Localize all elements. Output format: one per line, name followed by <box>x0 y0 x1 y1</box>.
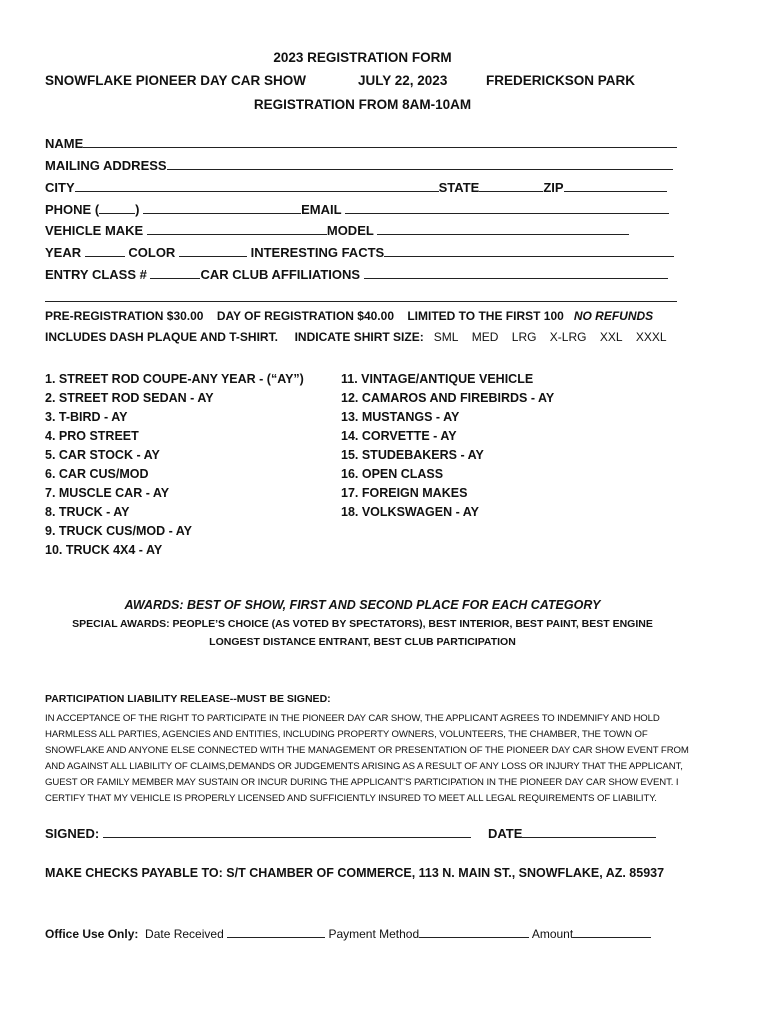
class-item: 5. CAR STOCK - AY <box>45 448 160 462</box>
city-state-zip-row <box>45 180 667 195</box>
signature-date-field[interactable] <box>522 826 656 838</box>
awards-special: SPECIAL AWARDS: PEOPLE’S CHOICE (AS VOTED BY SPECTATORS), BEST INTERIOR, BEST PAINT, BEST ENGINE <box>72 618 653 630</box>
signed-label: SIGNED: <box>45 826 100 841</box>
car-club-continuation-line[interactable] <box>45 301 677 302</box>
mailing-address-label: MAILING ADDRESS <box>45 158 167 173</box>
name-label: NAME <box>45 136 84 151</box>
class-item: 2. STREET ROD SEDAN - AY <box>45 391 214 405</box>
class-item: 11. VINTAGE/ANTIQUE VEHICLE <box>341 372 534 386</box>
shirt-size-label: INDICATE SHIRT SIZE: <box>294 330 424 344</box>
date-received-label: Date Received <box>145 927 224 941</box>
payment-method-label: Payment Method <box>328 927 420 941</box>
class-item: 12. CAMAROS AND FIREBIRDS - AY <box>341 391 555 405</box>
pricing-row <box>45 309 653 323</box>
class-item: 15. STUDEBAKERS - AY <box>341 448 484 462</box>
liability-line: IN ACCEPTANCE OF THE RIGHT TO PARTICIPATE IN THE PIONEER DAY CAR SHOW, THE APPLICANT AGREES TO INDEMNIFY AND HOLD <box>45 713 660 724</box>
car-club-field[interactable] <box>364 267 668 279</box>
color-field[interactable] <box>179 245 247 257</box>
city-label: CITY <box>45 180 75 195</box>
no-refunds: NO REFUNDS <box>573 309 654 323</box>
office-use-row <box>45 926 651 941</box>
pre-registration-price: PRE-REGISTRATION $30.00 <box>45 309 204 323</box>
liability-line: HARMLESS ALL PARTIES, AGENCIES AND ENTITIES, INCLUDING PROPERTY OWNERS, VOLUNTEERS, THE CHAMBER, THE TOWN OF <box>45 729 648 740</box>
office-use-label: Office Use Only: <box>45 927 139 941</box>
vehicle-make-label: VEHICLE MAKE <box>45 223 144 238</box>
liability-line: CERTIFY THAT MY VEHICLE IS PROPERLY LICENSED AND SUFFICIENTLY INSURED TO MEET ALL LEGAL REQUIREMENTS OF LIABILITY. <box>45 793 657 804</box>
liability-heading: PARTICIPATION LIABILITY RELEASE--MUST BE SIGNED: <box>45 693 331 705</box>
zip-field[interactable] <box>564 180 667 192</box>
amount-label: Amount <box>531 927 574 941</box>
make-model-row <box>45 223 629 238</box>
phone-close: ) <box>135 202 140 217</box>
interesting-facts-label: INTERESTING FACTS <box>250 245 385 260</box>
class-item: 10. TRUCK 4X4 - AY <box>45 543 163 557</box>
class-item: 4. PRO STREET <box>45 429 139 443</box>
classes-left-list <box>45 370 304 560</box>
liability-line: SNOWFLAKE AND ANYONE ELSE CONNECTED WITH THE MANAGEMENT OR PRESENTATION OF THE PIONEER DAY CAR SHOW EVENT FROM <box>45 745 689 756</box>
class-item: 7. MUSCLE CAR - AY <box>45 486 170 500</box>
includes-text: INCLUDES DASH PLAQUE AND T-SHIRT. <box>45 330 278 344</box>
liability-line: AND AGAINST ALL LIABILITY OF CLAIMS,DEMANDS OR JUDGEMENTS ARISING AS A RESULT OF ANY LOSS OR INJURY THAT THE APPLICANT, <box>45 761 683 772</box>
liability-text <box>45 711 689 807</box>
entry-class-label: ENTRY CLASS # <box>45 267 147 282</box>
class-item: 13. MUSTANGS - AY <box>341 410 460 424</box>
year-color-facts-row <box>45 245 674 260</box>
year-label: YEAR <box>45 245 82 260</box>
mailing-address-row <box>45 158 673 173</box>
event-venue: FREDERICKSON PARK <box>486 73 636 88</box>
class-item: 14. CORVETTE - AY <box>341 429 457 443</box>
shirt-size-sml[interactable]: SML <box>433 330 459 344</box>
entry-limit: LIMITED TO THE FIRST 100 <box>407 309 564 323</box>
model-field[interactable] <box>377 223 629 235</box>
registration-hours: REGISTRATION FROM 8AM-10AM <box>253 97 472 112</box>
email-label: EMAIL <box>301 202 342 217</box>
date-received-field[interactable] <box>227 926 325 938</box>
payment-method-field[interactable] <box>419 926 529 938</box>
class-club-row <box>45 267 668 282</box>
email-field[interactable] <box>345 202 669 214</box>
entry-class-field[interactable] <box>150 267 200 279</box>
shirt-size-xxl[interactable]: XXL <box>599 330 623 344</box>
class-item: 9. TRUCK CUS/MOD - AY <box>45 524 193 538</box>
name-field[interactable] <box>83 136 677 148</box>
state-label: STATE <box>438 180 480 195</box>
name-row <box>45 136 677 151</box>
liability-line: GUEST OR FAMILY MEMBER MAY SUSTAIN OR INCUR DURING THE APPLICANT’S PARTICIPATION IN THE PIONEER DAY CAR SHOW EVENT. I <box>45 777 679 788</box>
shirt-size-lrg[interactable]: LRG <box>511 330 537 344</box>
shirt-size-med[interactable]: MED <box>471 330 499 344</box>
signature-date-label: DATE <box>488 826 523 841</box>
classes-right-list <box>341 370 554 522</box>
class-item: 6. CAR CUS/MOD <box>45 467 149 481</box>
signature-date-row <box>488 826 656 841</box>
zip-label: ZIP <box>543 180 564 195</box>
class-item: 8. TRUCK - AY <box>45 505 130 519</box>
awards-main: AWARDS: BEST OF SHOW, FIRST AND SECOND PLACE FOR EACH CATEGORY <box>124 598 601 612</box>
city-field[interactable] <box>75 180 439 192</box>
year-field[interactable] <box>85 245 125 257</box>
signature-row <box>45 826 471 841</box>
interesting-facts-field[interactable] <box>384 245 674 257</box>
phone-area-code-field[interactable] <box>99 202 135 214</box>
mailing-address-field[interactable] <box>167 158 673 170</box>
phone-label: PHONE ( <box>45 202 100 217</box>
shirt-size-xxxl[interactable]: XXXL <box>635 330 667 344</box>
signature-field[interactable] <box>103 826 471 838</box>
make-checks-payable: MAKE CHECKS PAYABLE TO: S/T CHAMBER OF COMMERCE, 113 N. MAIN ST., SNOWFLAKE, AZ. 85937 <box>45 866 665 880</box>
class-item: 18. VOLKSWAGEN - AY <box>341 505 479 519</box>
event-date: JULY 22, 2023 <box>358 73 448 88</box>
class-item: 1. STREET ROD COUPE-ANY YEAR - (“AY”) <box>45 372 304 386</box>
vehicle-make-field[interactable] <box>147 223 327 235</box>
awards-special-continued: LONGEST DISTANCE ENTRANT, BEST CLUB PARTICIPATION <box>209 636 516 648</box>
phone-field[interactable] <box>143 202 301 214</box>
shirt-size-xlrg[interactable]: X-LRG <box>549 330 587 344</box>
class-item: 3. T-BIRD - AY <box>45 410 128 424</box>
class-item: 16. OPEN CLASS <box>341 467 444 481</box>
car-club-label: CAR CLUB AFFILIATIONS <box>200 267 361 282</box>
class-item: 17. FOREIGN MAKES <box>341 486 468 500</box>
amount-field[interactable] <box>573 926 651 938</box>
event-name: SNOWFLAKE PIONEER DAY CAR SHOW <box>45 73 307 88</box>
model-label: MODEL <box>326 223 374 238</box>
color-label: COLOR <box>128 245 176 260</box>
form-title: 2023 REGISTRATION FORM <box>273 50 452 65</box>
shirt-row <box>45 330 667 344</box>
state-field[interactable] <box>479 180 543 192</box>
phone-email-row <box>45 202 669 217</box>
day-of-price: DAY OF REGISTRATION $40.00 <box>216 309 394 323</box>
